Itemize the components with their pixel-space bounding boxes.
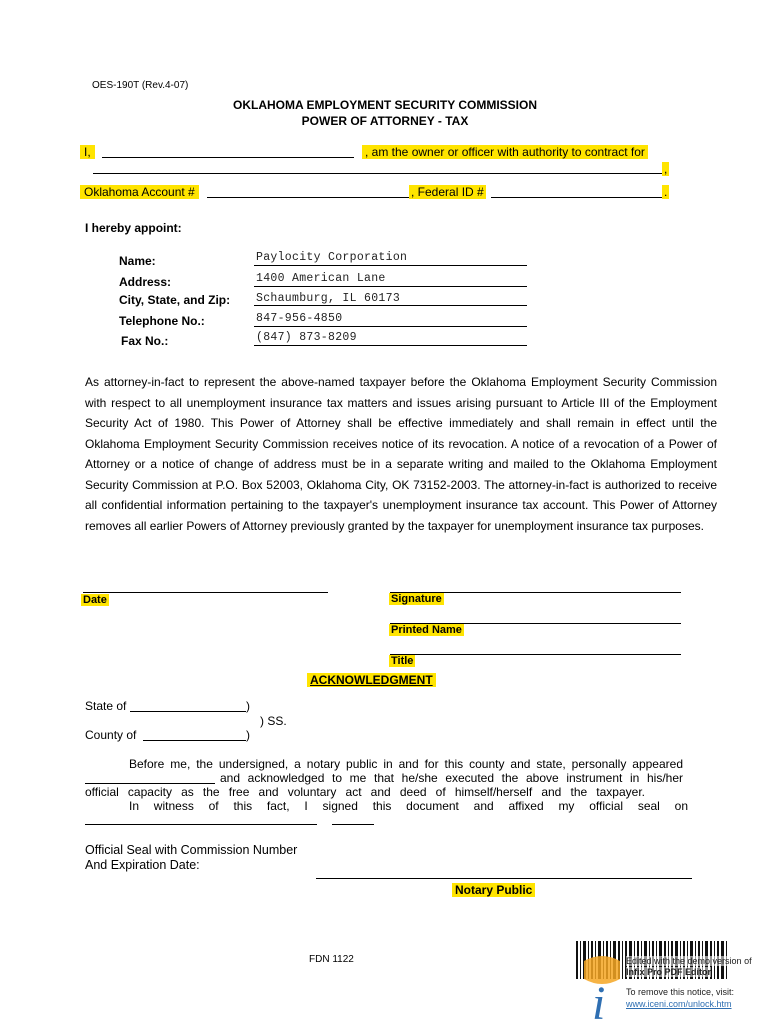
name-underline xyxy=(254,265,527,266)
city-state-zip-label: City, State, and Zip: xyxy=(119,293,231,307)
state-label: State of xyxy=(85,699,127,713)
title-label: Title xyxy=(391,655,414,667)
date-line[interactable] xyxy=(83,592,328,593)
telephone-underline xyxy=(254,326,527,327)
ack-line-3: official capacity as the free and voluntary act and deed of himself/herself and the taxpayer. xyxy=(85,785,645,799)
notary-signature-line[interactable] xyxy=(316,878,692,879)
watermark-line-1: Edited with the demo version of xyxy=(626,956,752,966)
address-value[interactable]: 1400 American Lane xyxy=(256,272,386,285)
county-field[interactable] xyxy=(143,740,246,741)
svg-text:i: i xyxy=(592,977,606,1023)
title-line[interactable] xyxy=(390,654,681,655)
company-name-field[interactable] xyxy=(93,173,662,174)
county-label: County of xyxy=(85,728,137,742)
date-label: Date xyxy=(83,594,107,606)
city-state-zip-value[interactable]: Schaumburg, IL 60173 xyxy=(256,292,401,305)
appeared-name-field[interactable] xyxy=(85,783,215,784)
owner-name-field[interactable] xyxy=(102,157,354,158)
ss-label: ) SS. xyxy=(260,714,287,728)
ack-line-1: Before me, the undersigned, a notary public in and for this county and state, personally appeared xyxy=(129,757,683,771)
infix-logo-icon xyxy=(580,953,624,1023)
ack-line-4: In witness of this fact, I signed this document and affixed my official seal on xyxy=(129,799,688,813)
watermark-line-3: To remove this notice, visit: xyxy=(626,987,735,997)
seal-date-field[interactable] xyxy=(85,824,317,825)
owner-i-label: I, xyxy=(80,145,95,159)
printed-name-label: Printed Name xyxy=(391,624,462,636)
federal-id-label: , Federal ID # xyxy=(411,185,484,199)
name-value[interactable]: Paylocity Corporation xyxy=(256,251,408,264)
fdn-code: FDN 1122 xyxy=(309,954,354,965)
owner-trailing-period: . xyxy=(664,185,668,199)
telephone-label: Telephone No.: xyxy=(119,314,205,328)
address-label: Address: xyxy=(119,275,172,289)
name-label: Name: xyxy=(119,254,156,268)
oklahoma-account-label: Oklahoma Account # xyxy=(80,185,199,199)
notary-public-label: Notary Public xyxy=(452,883,535,897)
ack-line-2: and acknowledged to me that he/she executed the above instrument in his/her xyxy=(220,771,683,785)
acknowledgment-heading: ACKNOWLEDGMENT xyxy=(307,673,436,687)
address-underline xyxy=(254,286,527,287)
appoint-heading: I hereby appoint: xyxy=(85,221,182,235)
fax-underline xyxy=(254,345,527,346)
fax-label: Fax No.: xyxy=(121,334,169,348)
seal-label-2: And Expiration Date: xyxy=(85,858,200,872)
oklahoma-account-field[interactable] xyxy=(207,197,410,198)
state-paren: ) xyxy=(246,699,250,713)
seal-label-1: Official Seal with Commission Number xyxy=(85,843,298,857)
owner-trailing-comma: , xyxy=(664,162,668,176)
owner-authority-text: , am the owner or officer with authority to contract for xyxy=(362,145,648,159)
city-underline xyxy=(254,305,527,306)
county-paren: ) xyxy=(246,728,250,742)
seal-year-field[interactable] xyxy=(332,824,374,825)
telephone-value[interactable]: 847-956-4850 xyxy=(256,312,343,325)
form-title: OKLAHOMA EMPLOYMENT SECURITY COMMISSION xyxy=(232,98,537,112)
watermark-unlock-link[interactable]: www.iceni.com/unlock.htm xyxy=(626,999,732,1009)
form-code: OES-190T (Rev.4-07) xyxy=(92,80,189,91)
form-subtitle: POWER OF ATTORNEY - TAX xyxy=(301,114,469,128)
fax-value[interactable]: (847) 873-8209 xyxy=(256,331,357,344)
federal-id-field[interactable] xyxy=(491,197,662,198)
signature-label: Signature xyxy=(391,593,442,605)
authorization-paragraph: As attorney-in-fact to represent the above-named taxpayer before the Oklahoma Employment Security Commission with respect to all unemployment insurance tax matters and issues arising pursuant to Article III of the Employment Security Act of 1980. This Power of Attorney shall be effective immediately and shall remain in effect until the Oklahoma Employment Security Commission receives notice of its revocation. A notice of a revocation of a Power of Attorney or a notice of change of address must be in a separate writing and mailed to the Oklahoma Employment Security Commission at P.O. Box 52003, Oklahoma City, OK 73152-2003. The attorney-in-fact is authorized to receive all confidential information pertaining to the taxpayer's unemployment insurance tax account. This Power of Attorney removes all earlier Powers of Attorney previously granted by the taxpayer for unemployment insurance tax purposes. xyxy=(85,375,717,533)
state-field[interactable] xyxy=(130,711,246,712)
watermark-line-2: Infix Pro PDF Editor xyxy=(626,967,712,977)
